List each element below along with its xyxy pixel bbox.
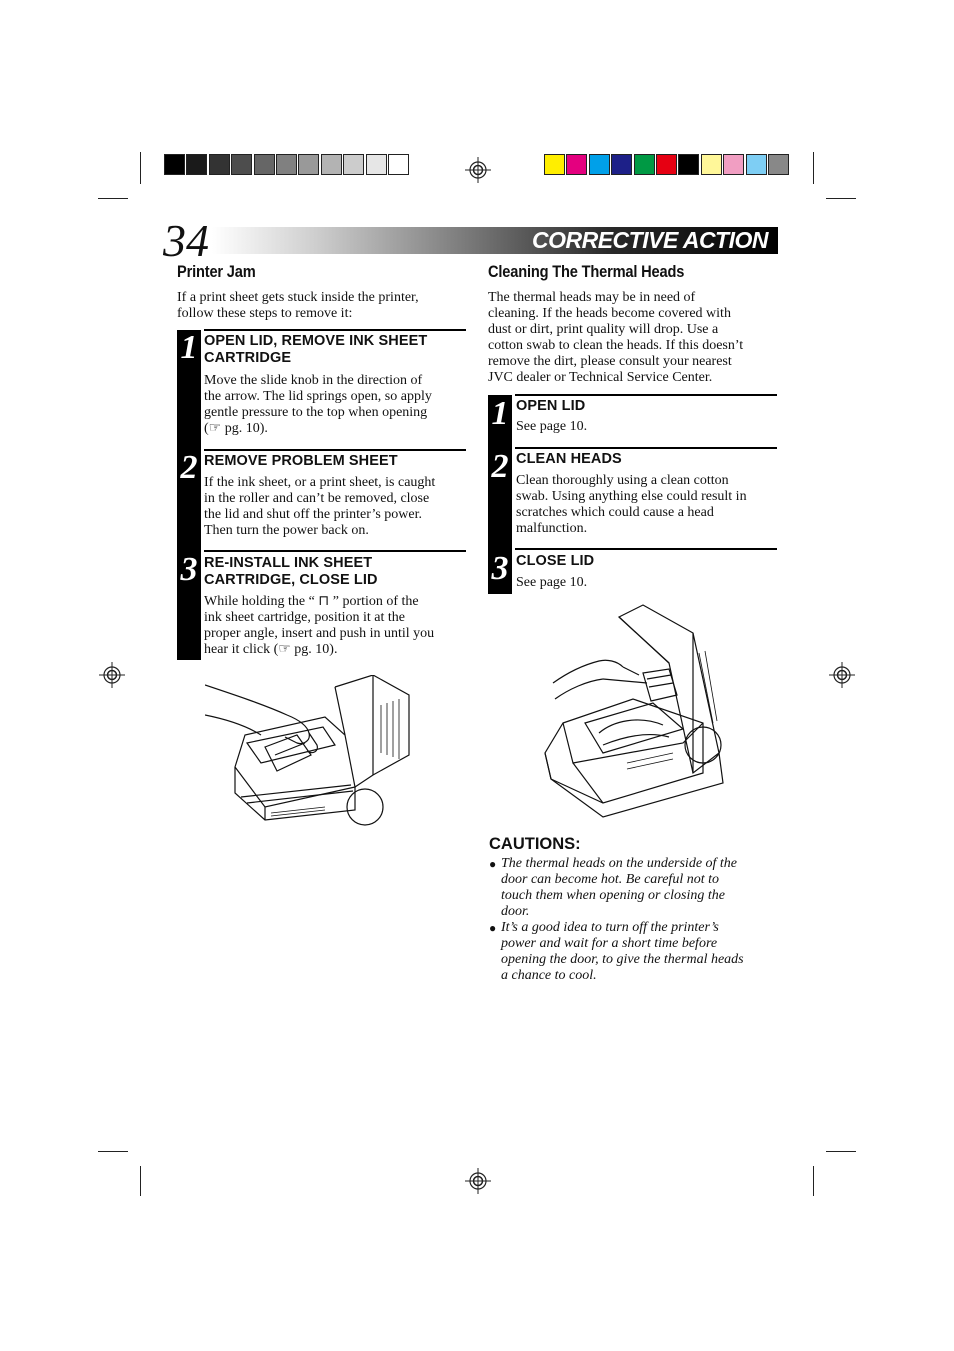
step-title-remove-problem-sheet <box>204 453 469 470</box>
calibration-swatch <box>254 154 275 175</box>
step-title-line: CARTRIDGE, CLOSE LID <box>204 572 378 588</box>
step-divider <box>204 449 466 451</box>
registration-target-icon <box>465 157 491 183</box>
caution-line: door can become hot. Be careful not to <box>501 872 719 887</box>
calibration-swatch <box>589 154 610 175</box>
calibration-swatch <box>566 154 587 175</box>
step-title-line: OPEN LID, REMOVE INK SHEET <box>204 333 428 349</box>
calibration-swatch <box>186 154 207 175</box>
printer-jam-intro <box>177 290 477 322</box>
step-text-line: Then turn the power back on. <box>204 523 369 538</box>
calibration-swatch <box>611 154 632 175</box>
bullet-icon: ● <box>489 857 497 871</box>
caution-line: touch them when opening or closing the <box>501 888 725 903</box>
step-text-line: gentle pressure to the top when opening <box>204 405 428 420</box>
step-text <box>516 419 778 435</box>
step-title-line: CARTRIDGE <box>204 350 292 366</box>
thermal-heads-intro <box>488 290 783 386</box>
calibration-swatch <box>276 154 297 175</box>
step-title-close-lid <box>516 553 776 570</box>
step-text-line: in the roller and can’t be removed, close <box>204 491 430 506</box>
section-title: CORRECTIVE ACTION <box>532 227 768 253</box>
step-text-line: Clean thoroughly using a clean cotton <box>516 473 729 488</box>
step-title-clean-heads <box>516 451 776 468</box>
calibration-swatch <box>723 154 744 175</box>
step-text-line: hear it click (☞ pg. 10). <box>204 642 338 657</box>
calibration-swatch <box>634 154 655 175</box>
cautions-heading: CAUTIONS: <box>489 835 581 853</box>
intro-line: cleaning. If the heads become covered with <box>488 306 731 321</box>
caution-line: opening the door, to give the thermal heads <box>501 952 744 967</box>
printer-jam-steps-bar <box>177 330 201 660</box>
intro-line: cotton swab to clean the heads. If this doesn’t <box>488 338 744 353</box>
step-text-line: (☞ pg. 10). <box>204 421 268 436</box>
calibration-swatch <box>746 154 767 175</box>
step-text-line: scratches which could cause a head <box>516 505 714 520</box>
cleaning-thermal-heads-illustration <box>543 603 725 819</box>
caution-line: a chance to cool. <box>501 968 597 983</box>
calibration-swatch <box>209 154 230 175</box>
caution-line: door. <box>501 904 530 919</box>
caution-line: The thermal heads on the underside of the <box>501 856 738 871</box>
intro-line: follow these steps to remove it: <box>177 306 353 321</box>
step-text-line: proper angle, insert and push in until you <box>204 626 435 641</box>
registration-target-icon <box>99 662 125 688</box>
calibration-swatch <box>366 154 387 175</box>
step-text-line: See page 10. <box>516 419 588 434</box>
step-number: 1 <box>491 395 509 432</box>
registration-target-icon <box>829 662 855 688</box>
thermal-heads-heading: Cleaning The Thermal Heads <box>488 262 685 281</box>
calibration-swatch <box>656 154 677 175</box>
calibration-swatch <box>678 154 699 175</box>
page-number: 34 <box>163 215 209 266</box>
step-number: 3 <box>180 551 198 588</box>
calibration-swatch <box>164 154 185 175</box>
calibration-swatch <box>544 154 565 175</box>
step-divider <box>204 329 466 331</box>
step-text-line: While holding the “ ⊓ ” portion of the <box>204 594 419 609</box>
step-text <box>516 473 782 537</box>
step-divider <box>515 548 777 550</box>
caution-item <box>489 856 779 920</box>
step-text-line: See page 10. <box>516 575 588 590</box>
calibration-swatch <box>388 154 409 175</box>
step-title-line: REMOVE PROBLEM SHEET <box>204 453 398 469</box>
intro-line: remove the dirt, please consult your nearest <box>488 354 732 369</box>
calibration-swatch <box>321 154 342 175</box>
calibration-swatch <box>231 154 252 175</box>
step-title-reinstall-cartridge <box>204 555 469 589</box>
step-divider <box>204 550 466 552</box>
step-text <box>204 373 474 437</box>
calibration-swatch <box>768 154 789 175</box>
bullet-icon: ● <box>489 921 497 935</box>
caution-line: It’s a good idea to turn off the printer’s <box>501 920 719 935</box>
step-number: 2 <box>180 449 198 486</box>
intro-line: If a print sheet gets stuck inside the printer, <box>177 290 419 305</box>
calibration-swatch <box>298 154 319 175</box>
step-title-line: OPEN LID <box>516 398 586 414</box>
step-text-line: the lid and shut off the printer’s power. <box>204 507 422 522</box>
intro-line: JVC dealer or Technical Service Center. <box>488 370 713 385</box>
printer-jam-heading: Printer Jam <box>177 262 256 281</box>
printer-jam-illustration <box>205 675 417 835</box>
intro-line: dust or dirt, print quality will drop. Use a <box>488 322 719 337</box>
step-number: 3 <box>491 550 509 587</box>
step-divider <box>515 394 777 396</box>
caution-line: power and wait for a short time before <box>501 936 718 951</box>
calibration-swatch <box>701 154 722 175</box>
step-title-open-lid-remove-cartridge <box>204 333 469 367</box>
registration-target-icon <box>465 1168 491 1194</box>
step-number: 1 <box>180 329 198 366</box>
calibration-swatch <box>343 154 364 175</box>
intro-line: The thermal heads may be in need of <box>488 290 696 305</box>
step-divider <box>515 447 777 449</box>
caution-item <box>489 920 779 984</box>
step-text <box>204 594 479 658</box>
step-text <box>516 575 778 591</box>
step-text-line: ink sheet cartridge, position it at the <box>204 610 406 625</box>
step-text-line: swab. Using anything else could result in <box>516 489 747 504</box>
step-title-line: CLEAN HEADS <box>516 451 622 467</box>
step-title-line: RE-INSTALL INK SHEET <box>204 555 373 571</box>
step-text-line: Move the slide knob in the direction of <box>204 373 423 388</box>
step-number: 2 <box>491 448 509 485</box>
step-text-line: malfunction. <box>516 521 588 536</box>
step-text-line: If the ink sheet, or a print sheet, is caught <box>204 475 436 490</box>
step-text-line: the arrow. The lid springs open, so apply <box>204 389 432 404</box>
step-title-line: CLOSE LID <box>516 553 595 569</box>
step-title-open-lid <box>516 398 776 415</box>
step-text <box>204 475 474 539</box>
